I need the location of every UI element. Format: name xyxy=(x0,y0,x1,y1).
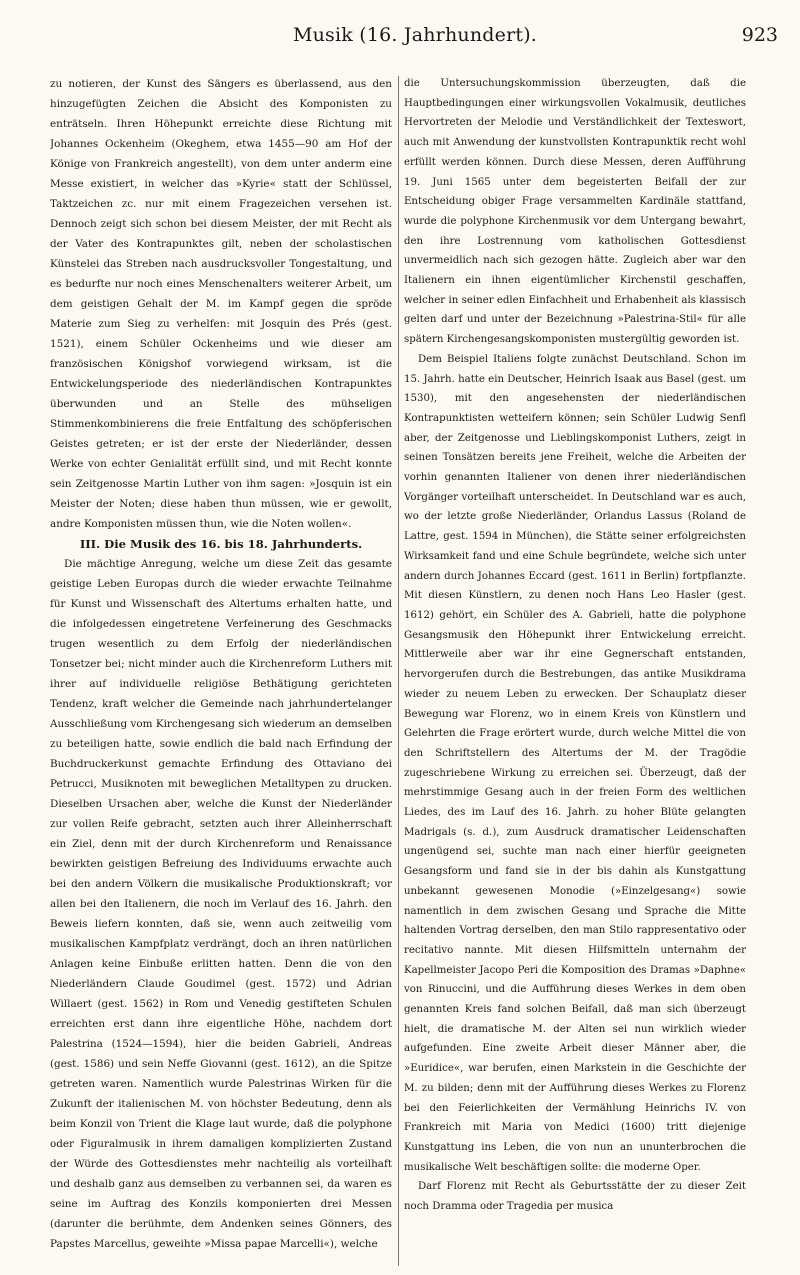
paragraph: zu notieren, der Kunst des Sängers es überlassend, aus den hinzugefügten Zeichen die Absicht des Komponisten zu enträtseln. Ihren Höhepunkt erreichte diese Richtung mit Johannes Ockenheim (Okeghem, etwa 1455—90 am Hof der Könige von Frankreich angestellt), von dem unter anderm eine Messe existiert, in welcher das »Kyrie« statt der Schlüssel, Taktzeichen zc. nur mit einem Fragezeichen versehen ist. Dennoch zeigt sich schon bei diesem Meister, der mit Recht als der Vater des Kontrapunktes gilt, neben der scholastischen Künstelei das Streben nach ausdrucksvoller Tongestaltung, und es bedurfte nur noch eines Menschenalters weiterer Arbeit, um dem geistigen Gehalt der M. im Kampf gegen die spröde Materie zum Sieg zu verhelfen: mit Josquin des Prés (gest. 1521), einem Schüler Ockenheims und wie dieser am französischen Königshof vorwiegend wirksam, ist die Entwickelungsperiode des niederländischen Kontrapunktes überwunden und an Stelle des mühseligen Stimmenkombinierens die freie Entfaltung des schöpferischen Geistes getreten; er ist der erste der Niederländer, dessen Werke von echter Genialität erfüllt sind, und mit Recht konnte sein Zeitgenosse Martin Luther von ihm sagen: »Josquin ist ein Meister der Noten; diese haben thun müssen, wie er gewollt, andre Komponisten müssen thun, wie die Noten wollen«. xyxy=(50,78,392,530)
section-heading: III. Die Musik des 16. bis 18. Jahrhunderts. xyxy=(79,537,363,551)
page-number: 923 xyxy=(741,24,778,46)
left-column xyxy=(50,74,392,1266)
running-title: Musik (16. Jahrhundert). xyxy=(292,24,538,46)
paragraph: die Untersuchungskommission überzeugten, daß die Hauptbedingungen einer wirkungsvollen Vokalmusik, deutliches Hervortreten der Melodie und Verständlichkeit der Texteswort, auch mit Anwendung der kunstvollsten Kontrapunktik recht wohl erfüllt werden können. Durch diese Messen, deren Aufführung 19. Juni 1565 unter dem begeisterten Beifall der zur Entscheidung obiger Frage versammelten Kardinäle stattfand, wurde die polyphone Kirchenmusik vor dem Untergang bewahrt, den ihre Lostrennung vom katholischen Gottesdienst unvermeidlich nach sich gezogen hätte. Zugleich aber war den Italienern ein ihnen eigentümlicher Kirchenstil geschaffen, welcher in seiner edlen Einfachheit und Erhabenheit als klassisch gelten darf und unter der Bezeichnung »Palestrina-Stil« für alle spätern Kirchengesangskomponisten mustergültig geworden ist. xyxy=(404,78,746,346)
paragraph: Die mächtige Anregung, welche um diese Zeit das gesamte geistige Leben Europas durch die wieder erwachte Teilnahme für Kunst und Wissenschaft des Altertums erhalten hatte, und die infolgedessen eingetretene Verfeinerung des Geschmacks trugen wesentlich zu dem Erfolg der niederländischen Tonsetzer bei; nicht minder auch die Kirchenreform Luthers mit ihrer auf individuelle religiöse Bethätigung gerichteten Tendenz, kraft welcher die Gemeinde nach jahrhundertelanger Ausschließung vom Kirchengesang sich wiederum an demselben zu beteiligen hatte, sowie endlich die bald nach Erfindung der Buchdruckerkunst gemachte Erfindung des Ottaviano dei Petrucci, Musiknoten mit beweglichen Metalltypen zu drucken. Dieselben Ursachen aber, welche die Kunst der Niederländer zur vollen Reife gebracht, setzten auch ihrer Alleinherrschaft ein Ziel, denn mit der durch Kirchenreform und Renaissance bewirkten geistigen Befreiung des Individuums erwachte auch bei den andern Völkern die musikalische Produktionskraft; vor allen bei den Italienern, die noch im Verlauf des 16. Jahrh. den Beweis liefern konnten, daß sie, wenn auch zeitweilig vom musikalischen Kampfplatz verdrängt, doch an ihren natürlichen Anlagen keine Einbuße erlitten hatten. Denn die von den Niederländern Claude Goudimel (gest. 1572) und Adrian Willaert (gest. 1562) in Rom und Venedig gestifteten Schulen erreichten erst dann ihre eigentliche Höhe, nachdem dort Palestrina (1524—1594), hier die beiden Gabrieli, Andreas (gest. 1586) und sein Neffe Giovanni (gest. 1612), an die Spitze getreten waren. Namentlich wurde Palestrinas Wirken für die Zukunft der italienischen M. von höchster Bedeutung, denn als beim Konzil von Trient die Klage laut wurde, daß die polyphone oder Figuralmusik in ihrem damaligen komplizierten Zustand der Würde des Gottesdienstes mehr nachteilig als vorteilhaft und deshalb ganz aus demselben zu verbannen sei, da waren es seine im Auftrag des Konzils komponierten drei Messen (darunter die berühmte, dem Andenken seines Gönners, des Papstes Marcellus, geweihte »Missa papae Marcelli«), welche xyxy=(50,558,392,1250)
right-column xyxy=(404,74,746,1266)
paragraph: Dem Beispiel Italiens folgte zunächst Deutschland. Schon im 15. Jahrh. hatte ein Deutscher, Heinrich Isaak aus Basel (gest. um 1530), mit den angesehensten der niederländischen Kontrapunktisten wetteifern können; sein Schüler Ludwig Senfl aber, der Zeitgenosse und Lieblingskomponist Luthers, zeigt in seinen Tonsätzen bereits jene Freiheit, welche die Arbeiten der vorhin genannten Italiener von denen ihrer niederländischen Vorgänger vorteilhaft unterscheidet. In Deutschland war es auch, wo der letzte große Niederländer, Orlandus Lassus (Roland de Lattre, gest. 1594 in München), die Stätte seiner erfolgreichsten Wirksamkeit fand und eine Schule begründete, welche sich unter andern durch Johannes Eccard (gest. 1611 in Berlin) fortpflanzte. Mit diesen Künstlern, zu denen noch Hans Leo Hasler (gest. 1612) gehört, ein Schüler des A. Gabrieli, hatte die polyphone Gesangsmusik den Höhepunkt ihrer Entwickelung erreicht. Mittlerweile aber war ihr eine Gegnerschaft entstanden, hervorgerufen durch die Bestrebungen, das antike Musikdrama wieder zu neuem Leben zu erwecken. Der Schauplatz dieser Bewegung war Florenz, wo in einem Kreis von Künstlern und Gelehrten die Frage erörtert wurde, durch welche Mittel die von den Schriftstellern des Altertums der M. der Tragödie zugeschriebene Wirkung zu erreichen sei. Überzeugt, daß der mehrstimmige Gesang auch in der freien Form des weltlichen Liedes, des im Lauf des 16. Jahrh. zu hoher Blüte gelangten Madrigals (s. d.), zum Ausdruck dramatischer Leidenschaften ungenügend sei, suchte man nach einer hierfür geeigneten Gesangsform und fand sie in der bis dahin als Kunstgattung unbekannt gewesenen Monodie (»Einzelgesang«) sowie namentlich in dem zwischen Gesang und Sprache die Mitte haltenden Vortrag derselben, den man Stilo rappresentativo oder recitativo nannte. Mit diesen Hilfsmitteln unternahm der Kapellmeister Jacopo Peri die Komposition des Dramas »Daphne« von Rinuccini, und die Aufführung dieses Werkes in dem oben genannten Kreis fand solchen Beifall, daß man sich überzeugt hielt, die dramatische M. der Alten sei nun wirklich wieder aufgefunden. Eine zweite Arbeit dieser Männer aber, die »Euridice«, war berufen, einen Markstein in die Geschichte der M. zu bilden; denn mit der Aufführung dieses Werkes zu Florenz bei den Feierlichkeiten der Vermählung Heinrichs IV. von Frankreich mit Maria von Medici (1600) tritt diejenige Kunstgattung ins Leben, die von nun an ununterbrochen die musikalische Welt beschäftigen sollte: die moderne Oper. xyxy=(404,353,746,1173)
paragraph: Darf Florenz mit Recht als Geburtsstätte der zu dieser Zeit noch Dramma oder Tragedia per musica xyxy=(404,1181,746,1213)
column-divider xyxy=(398,76,399,1266)
page-header xyxy=(52,24,778,58)
